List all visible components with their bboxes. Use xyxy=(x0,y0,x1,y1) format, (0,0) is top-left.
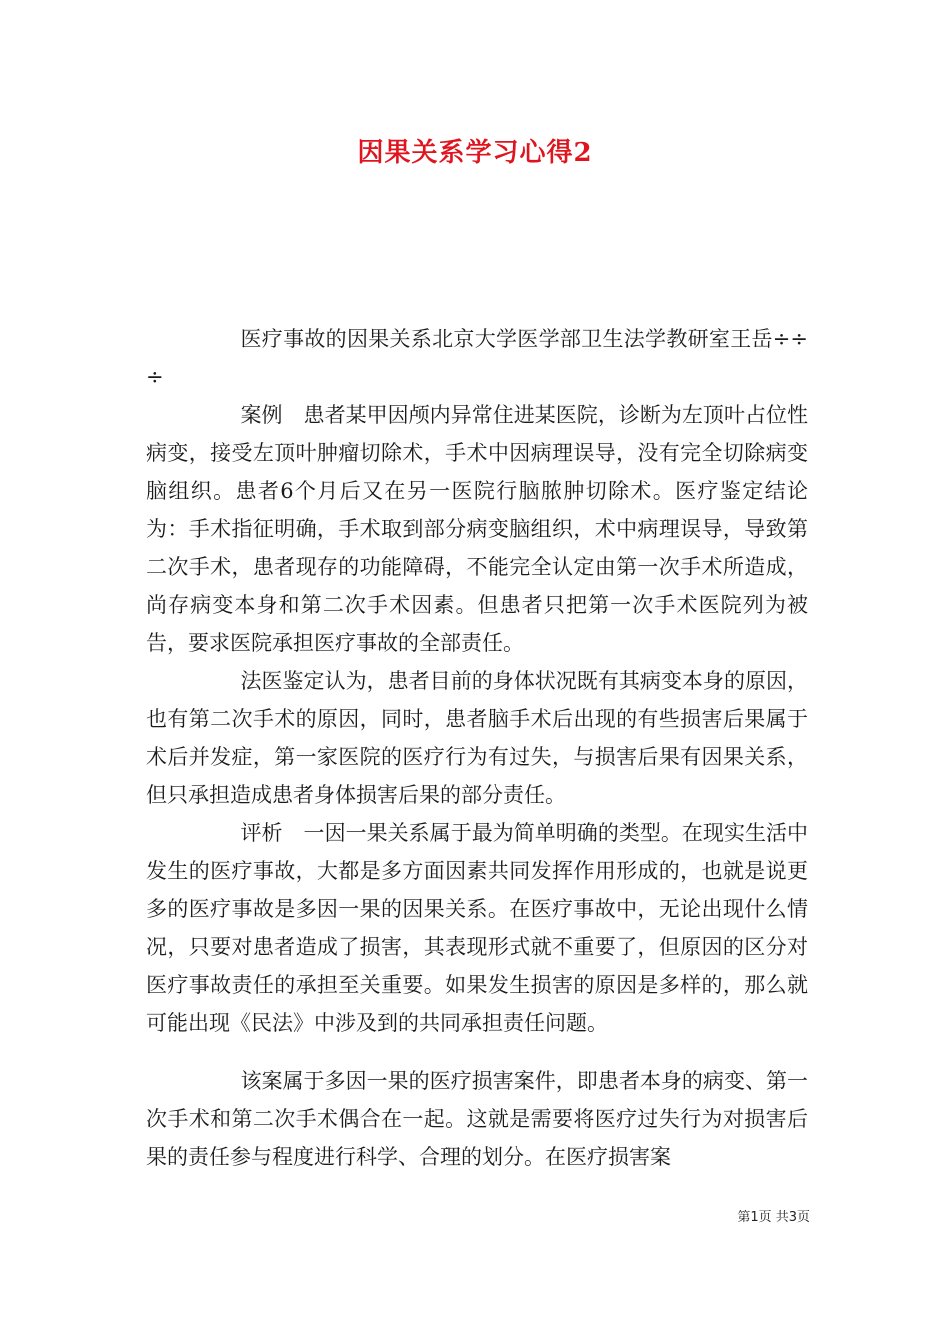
document-title: 因果关系学习心得2 xyxy=(357,138,593,168)
document-body xyxy=(146,320,808,1176)
page-number-footer: 第1页 共3页 xyxy=(737,1210,810,1225)
author-byline-paragraph: 医疗事故的因果关系北京大学医学部卫生法学教研室王岳÷÷÷ xyxy=(146,327,808,389)
conclusion-paragraph: 该案属于多因一果的医疗损害案件，即患者本身的病变、第一次手术和第二次手术偶合在一起。这就是需要将医疗过失行为对损害后果的责任参与程度进行科学、合理的划分。在医疗损害案 xyxy=(146,1069,808,1169)
case-paragraph: 案例 患者某甲因颅内异常住进某医院，诊断为左顶叶占位性病变，接受左顶叶肿瘤切除术，手术中因病理误导，没有完全切除病变脑组织。患者6个月后又在另一医院行脑脓肿切除术。医疗鉴定结论为：手术指征明确，手术取到部分病变脑组织，术中病理误导，导致第二次手术，患者现存的功能障碍，不能完全认定由第一次手术所造成，尚存病变本身和第二次手术因素。但患者只把第一次手术医院列为被告，要求医院承担医疗事故的全部责任。 xyxy=(146,403,808,655)
analysis-paragraph: 评析 一因一果关系属于最为简单明确的类型。在现实生活中发生的医疗事故，大都是多方面因素共同发挥作用形成的，也就是说更多的医疗事故是多因一果的因果关系。在医疗事故中，无论出现什么情况，只要对患者造成了损害，其表现形式就不重要了，但原因的区分对医疗事故责任的承担至关重要。如果发生损害的原因是多样的，那么就可能出现《民法》中涉及到的共同承担责任问题。 xyxy=(146,821,808,1035)
forensic-paragraph: 法医鉴定认为，患者目前的身体状况既有其病变本身的原因，也有第二次手术的原因，同时，患者脑手术后出现的有些损害后果属于术后并发症，第一家医院的医疗行为有过失，与损害后果有因果关系，但只承担造成患者身体损害后果的部分责任。 xyxy=(146,669,808,807)
